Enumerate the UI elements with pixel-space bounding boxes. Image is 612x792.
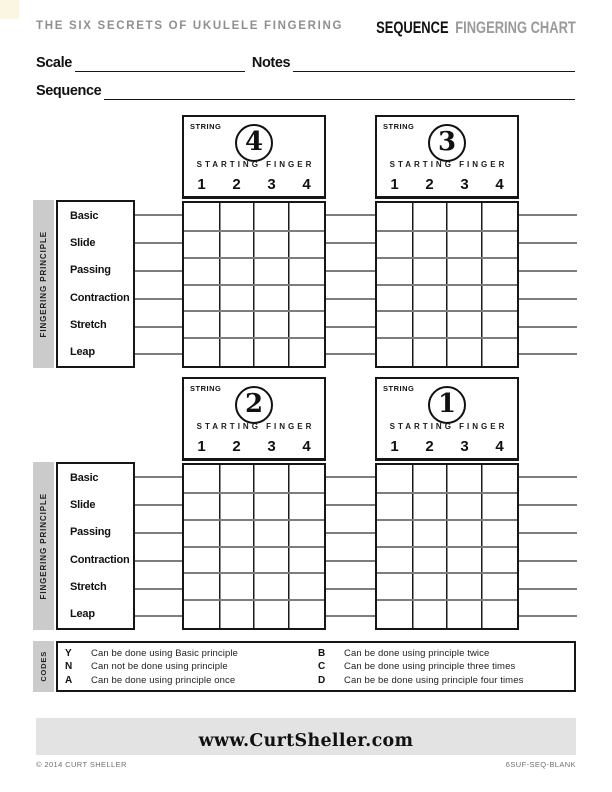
string-3-grid-cells xyxy=(375,201,519,368)
fingering-principle-sidebar-label: FINGERING PRINCIPLE xyxy=(39,230,48,338)
string-number-badge: 2 xyxy=(235,386,273,424)
copyright: © 2014 CURT SHELLER xyxy=(36,760,127,769)
code-letter: Y xyxy=(65,648,72,660)
principle-label-leap: Leap xyxy=(70,346,95,359)
finger-number-row xyxy=(377,438,517,455)
finger-number-2: 2 xyxy=(232,176,241,193)
principle-label-stretch: Stretch xyxy=(70,318,107,331)
string-label: STRING xyxy=(190,122,222,131)
sequence-label: Sequence xyxy=(36,83,102,100)
chart-type-suffix: FINGERING CHART xyxy=(455,18,576,37)
sequence-field-line xyxy=(104,98,575,100)
code-letter: C xyxy=(318,661,326,673)
scale-label: Scale xyxy=(36,55,72,72)
code-item-d xyxy=(318,674,574,687)
code-letter: A xyxy=(65,674,73,686)
finger-number-2: 2 xyxy=(425,438,434,455)
scan-artifact xyxy=(0,0,19,19)
scale-field-line xyxy=(75,70,245,72)
fingering-principle-sidebar xyxy=(33,462,54,630)
page-title: THE SIX SECRETS OF UKULELE FINGERING xyxy=(36,20,344,32)
string-2-grid-cells xyxy=(182,463,326,630)
string-2-grid xyxy=(182,377,326,630)
principle-label-contraction: Contraction xyxy=(70,553,130,566)
finger-number-row xyxy=(377,176,517,193)
string-label: STRING xyxy=(190,384,222,393)
principle-label-box xyxy=(56,200,135,368)
starting-finger-label: STARTING FINGER xyxy=(389,422,508,431)
finger-number-3: 3 xyxy=(460,176,469,193)
code-description: Can be be done using principle four times xyxy=(344,674,524,686)
notes-field-line xyxy=(293,70,575,72)
codes-legend xyxy=(56,641,576,692)
string-number-badge: 4 xyxy=(235,124,273,162)
principle-label-contraction: Contraction xyxy=(70,291,130,304)
finger-number-1: 1 xyxy=(197,438,206,455)
string-1-grid xyxy=(375,377,519,630)
finger-number-2: 2 xyxy=(425,176,434,193)
website-url: www.CurtSheller.com xyxy=(198,731,414,751)
code-description: Can be done using principle once xyxy=(91,674,236,686)
upper-grid-section xyxy=(0,115,612,368)
principle-label-passing: Passing xyxy=(70,526,111,539)
sequence-row xyxy=(36,83,575,100)
finger-number-4: 4 xyxy=(302,438,311,455)
string-number-badge: 1 xyxy=(428,386,466,424)
finger-number-3: 3 xyxy=(267,438,276,455)
fingering-principle-sidebar-label: FINGERING PRINCIPLE xyxy=(39,492,48,600)
string-label: STRING xyxy=(383,122,415,131)
finger-number-row xyxy=(184,438,324,455)
principle-label-slide: Slide xyxy=(70,236,96,249)
string-3-grid xyxy=(375,115,519,368)
notes-label: Notes xyxy=(251,55,291,72)
code-letter: B xyxy=(318,648,326,660)
finger-number-1: 1 xyxy=(197,176,206,193)
starting-finger-label: STARTING FINGER xyxy=(389,160,508,169)
code-letter: N xyxy=(65,661,73,673)
code-item-n xyxy=(65,660,318,673)
string-4-grid-header xyxy=(182,115,326,199)
chart-type-series: SEQUENCE xyxy=(376,18,449,37)
code-item-c xyxy=(318,660,574,673)
finger-number-1: 1 xyxy=(390,438,399,455)
principle-label-passing: Passing xyxy=(70,264,111,277)
finger-number-3: 3 xyxy=(267,176,276,193)
code-description: Can be done using Basic principle xyxy=(91,648,238,660)
lower-grid-section xyxy=(0,377,612,630)
finger-number-row xyxy=(184,176,324,193)
finger-number-4: 4 xyxy=(495,438,504,455)
principle-label-basic: Basic xyxy=(70,209,99,222)
string-1-grid-cells xyxy=(375,463,519,630)
starting-finger-label: STARTING FINGER xyxy=(196,422,315,431)
finger-number-1: 1 xyxy=(390,176,399,193)
finger-number-2: 2 xyxy=(232,438,241,455)
starting-finger-label: STARTING FINGER xyxy=(196,160,315,169)
codes-sidebar xyxy=(33,641,54,692)
document-code: 6SUF-SEQ-BLANK xyxy=(505,760,576,769)
code-item-y xyxy=(65,647,318,660)
code-item-a xyxy=(65,674,318,687)
fingering-principle-sidebar xyxy=(33,200,54,368)
string-4-grid-cells xyxy=(182,201,326,368)
string-3-grid-header xyxy=(375,115,519,199)
finger-number-4: 4 xyxy=(495,176,504,193)
principle-label-stretch: Stretch xyxy=(70,580,107,593)
string-1-grid-header xyxy=(375,377,519,461)
scale-notes-row xyxy=(36,55,575,72)
principle-label-basic: Basic xyxy=(70,471,99,484)
finger-number-3: 3 xyxy=(460,438,469,455)
codes-sidebar-label: CODES xyxy=(39,651,48,682)
string-4-grid xyxy=(182,115,326,368)
website-banner xyxy=(36,718,576,755)
code-description: Can be done using principle twice xyxy=(344,648,490,660)
principle-label-box xyxy=(56,462,135,630)
code-description: Can not be done using principle xyxy=(91,661,228,673)
string-2-grid-header xyxy=(182,377,326,461)
string-label: STRING xyxy=(383,384,415,393)
code-description: Can be done using principle three times xyxy=(344,661,516,673)
chart-type-heading xyxy=(376,18,576,38)
finger-number-4: 4 xyxy=(302,176,311,193)
principle-label-slide: Slide xyxy=(70,498,96,511)
code-letter: D xyxy=(318,674,326,686)
principle-label-leap: Leap xyxy=(70,608,95,621)
code-item-b xyxy=(318,647,574,660)
string-number-badge: 3 xyxy=(428,124,466,162)
